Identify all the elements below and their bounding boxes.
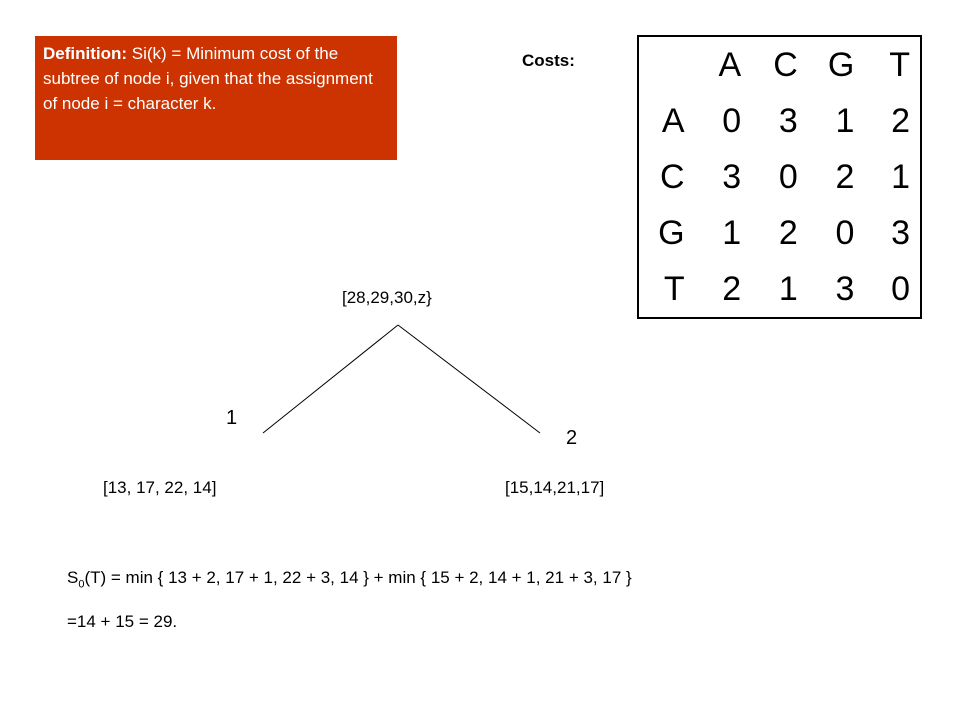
- cost-cell: 1: [891, 157, 910, 196]
- cost-cell: 3: [778, 101, 798, 140]
- equation-line: [67, 568, 632, 590]
- definition-text: Si(k) = Minimum cost of the subtree of node i, given that the assignment of node i = character k.: [43, 44, 373, 113]
- costs-label: Costs:: [522, 51, 575, 70]
- cost-header-T: T: [889, 45, 910, 84]
- equation-body: (T) = min { 13 + 2, 17 + 1, 22 + 3, 14 } + min { 15 + 2, 14 + 1, 21 + 3, 17 }: [84, 568, 632, 587]
- definition-label: Definition:: [43, 44, 128, 63]
- cost-header-C: C: [773, 45, 798, 84]
- cost-cell: 2: [835, 157, 855, 196]
- equation-subscript: 0: [78, 578, 85, 591]
- cost-cell: 1: [722, 213, 742, 252]
- equation-result: =14 + 15 = 29.: [67, 612, 178, 631]
- right-leaf-costs: [15,14,21,17]: [505, 478, 605, 497]
- right-edge: [398, 325, 540, 433]
- cost-cell: 0: [778, 157, 798, 196]
- cost-cell: 2: [891, 101, 910, 140]
- cost-cell: 2: [778, 213, 798, 252]
- cost-cell: 1: [835, 101, 855, 140]
- right-node-number: 2: [566, 427, 578, 449]
- left-edge: [263, 325, 398, 433]
- root-node-costs: [28,29,30,z}: [342, 288, 432, 307]
- cost-row-label: T: [663, 269, 685, 308]
- cost-cell: 3: [722, 157, 742, 196]
- cost-row-label: A: [661, 101, 685, 140]
- left-node-number: 1: [226, 407, 238, 429]
- cost-cell: 0: [722, 101, 742, 140]
- cost-cell: 0: [835, 213, 855, 252]
- cost-row-label: G: [658, 213, 685, 252]
- cost-cell: 2: [722, 269, 742, 308]
- cost-row-label: C: [660, 157, 685, 196]
- cost-cell: 1: [778, 269, 798, 308]
- cost-header-G: G: [827, 45, 855, 84]
- left-leaf-costs: [13, 17, 22, 14]: [103, 478, 217, 497]
- cost-cell: 3: [891, 213, 910, 252]
- cost-cell: 0: [891, 269, 910, 308]
- cost-header-A: A: [718, 45, 742, 84]
- equation-prefix: S: [67, 568, 79, 587]
- cost-cell: 3: [835, 269, 855, 308]
